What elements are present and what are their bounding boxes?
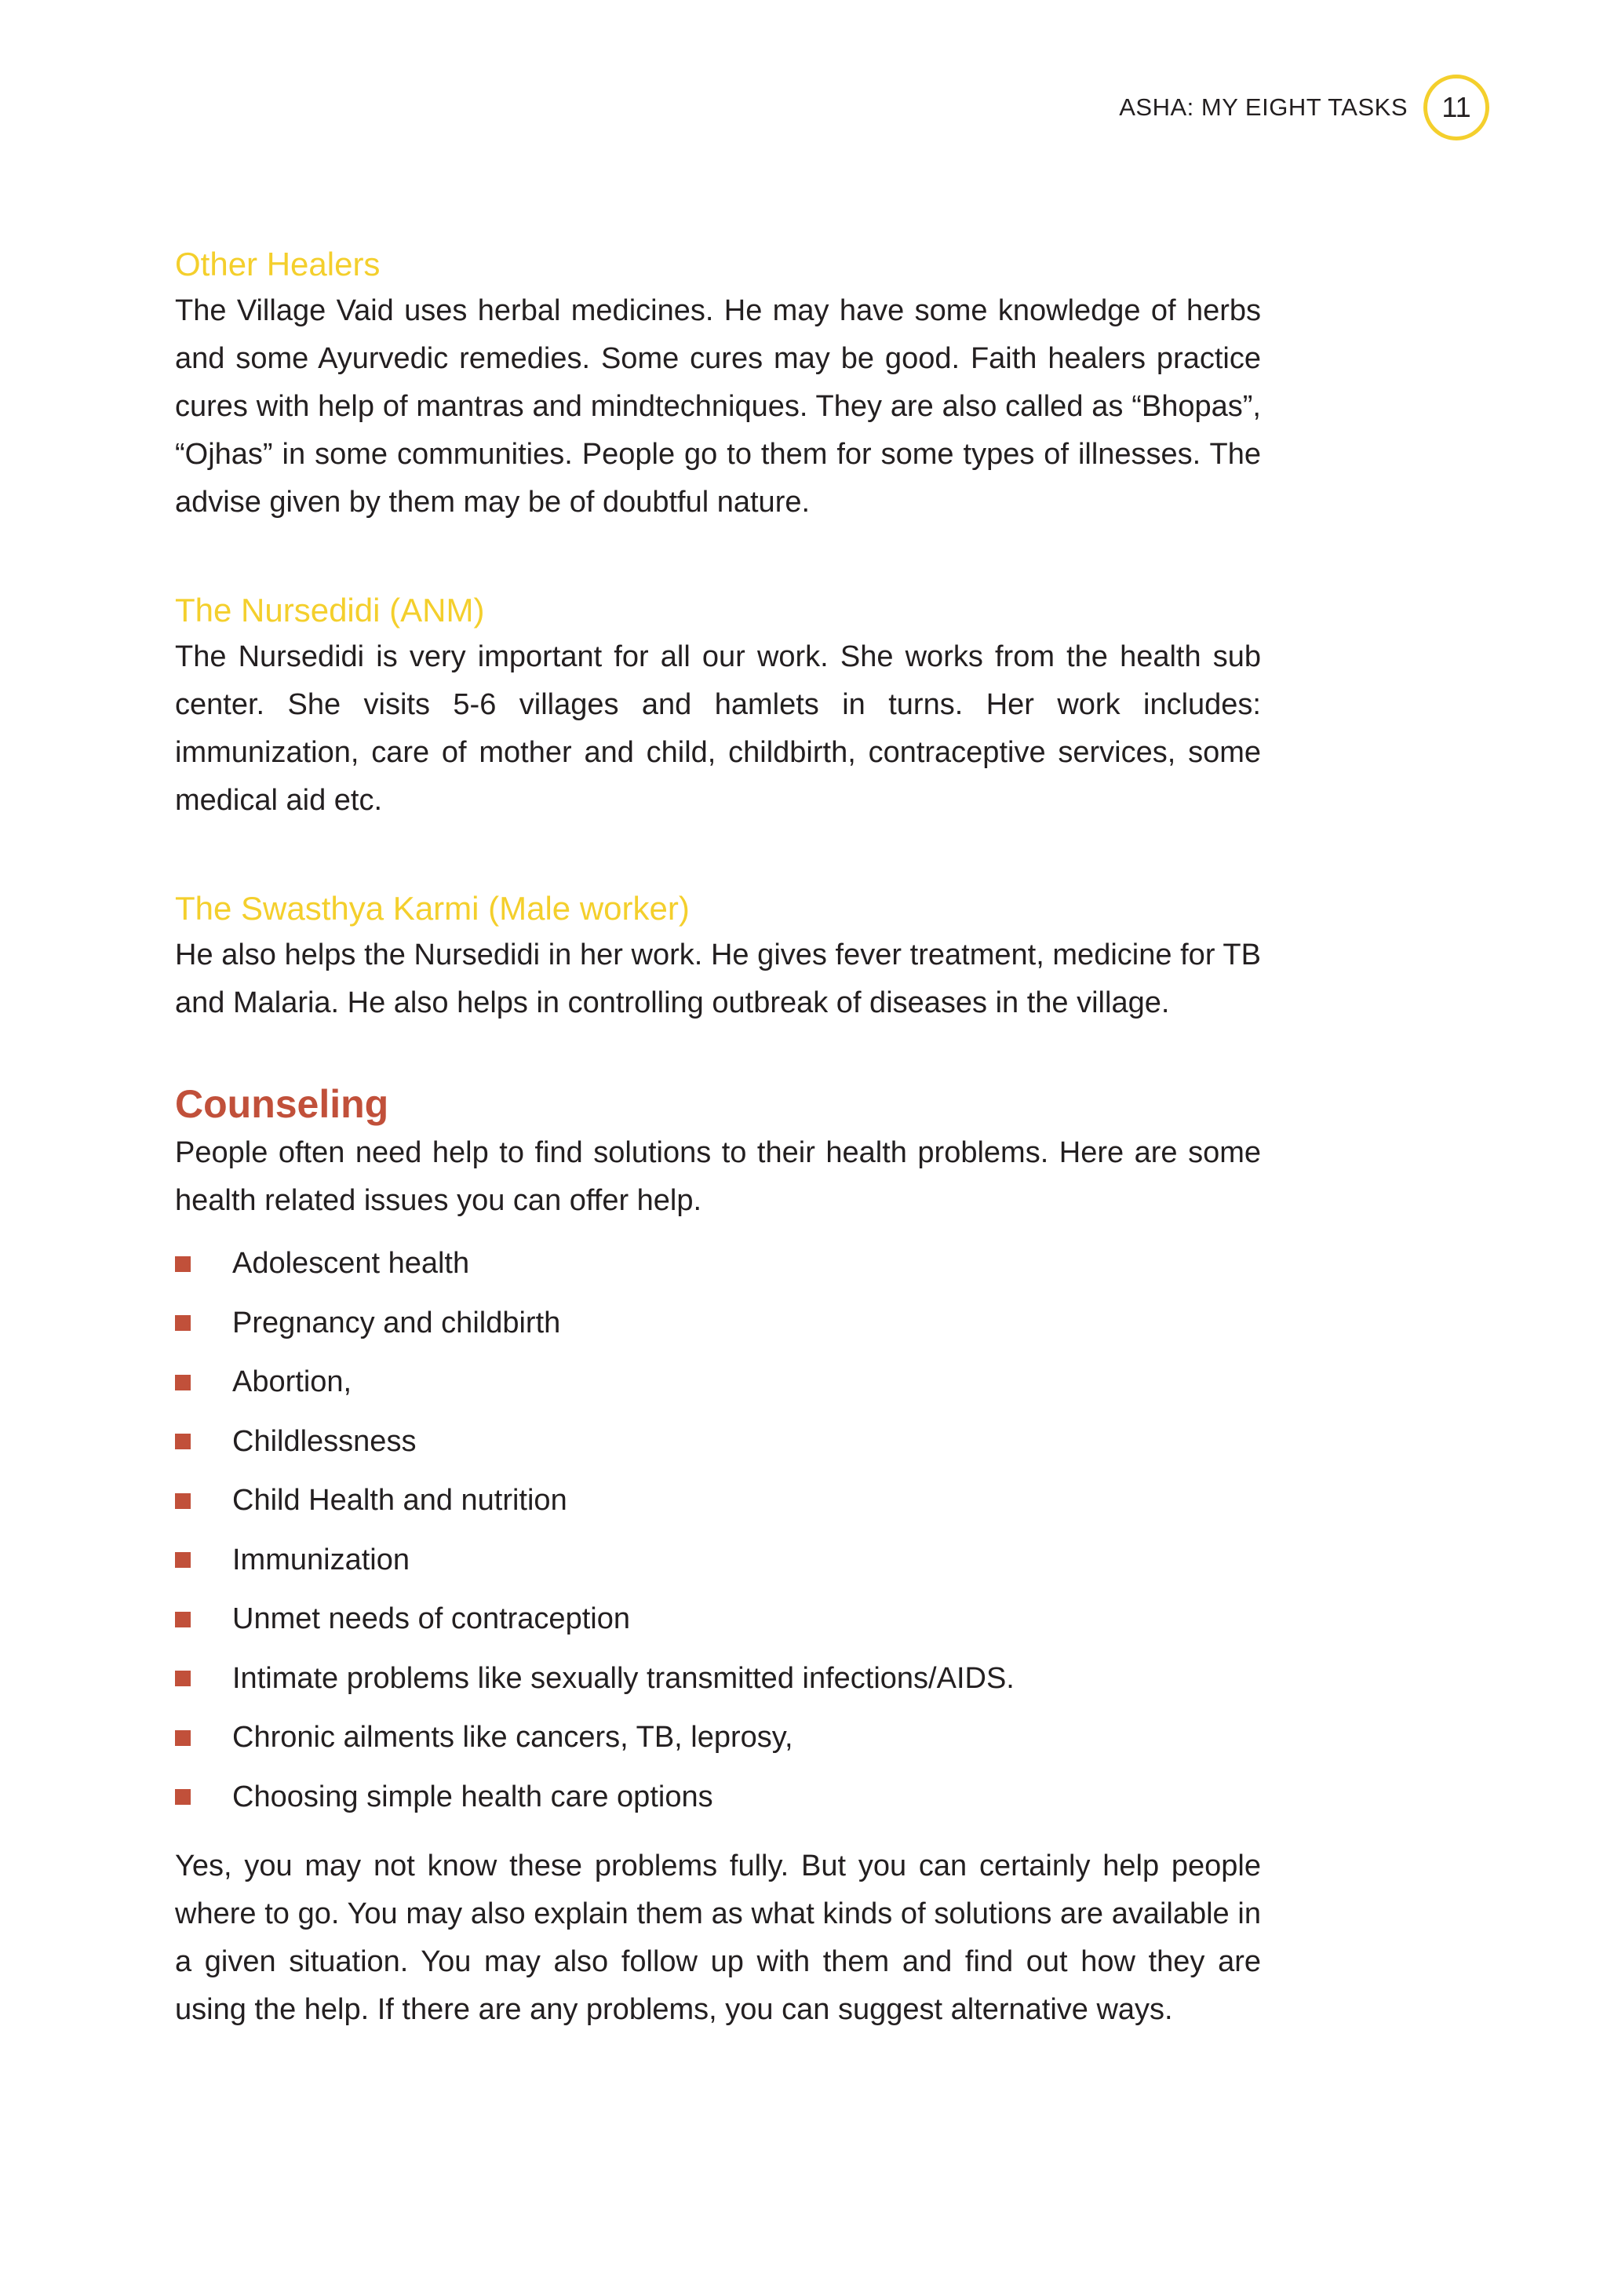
list-item-text: Choosing simple health care options	[232, 1780, 713, 1813]
square-bullet-icon	[175, 1434, 191, 1449]
list-item	[175, 1531, 1261, 1591]
paragraph-nursedidi: The Nursedidi is very important for all our work. She works from the health sub center. She visits 5-6 villages and hamlets in turns. Her work includes: immunization, care of mother and child, childbirth, contraceptive services, some medical aid etc.	[175, 640, 1261, 817]
running-title: ASHA: MY EIGHT TASKS	[1119, 93, 1408, 121]
square-bullet-icon	[175, 1671, 191, 1686]
heading-nursedidi: The Nursedidi (ANM)	[175, 592, 485, 629]
list-item	[175, 1234, 1261, 1294]
list-item	[175, 1590, 1261, 1649]
list-item	[175, 1768, 1261, 1828]
page-number-badge: 11	[1423, 75, 1489, 140]
page-header	[1119, 75, 1489, 140]
list-item-text: Childlessness	[232, 1424, 417, 1458]
list-item-text: Immunization	[232, 1543, 410, 1576]
list-item-text: Intimate problems like sexually transmitted infections/AIDS.	[232, 1661, 1015, 1695]
paragraph-counseling-closing: Yes, you may not know these problems fully. But you can certainly help people where to go. You may also explain them as what kinds of solutions are available in a given situation. You may also follow up with them and find out how they are using the help. If there are any problems, you can suggest alternative ways.	[175, 1850, 1261, 2026]
square-bullet-icon	[175, 1256, 191, 1272]
list-item	[175, 1294, 1261, 1354]
list-item-text: Pregnancy and childbirth	[232, 1306, 561, 1339]
square-bullet-icon	[175, 1493, 191, 1509]
paragraph-swasthya-karmi: He also helps the Nursedidi in her work. He gives fever treatment, medicine for TB and Malaria. He also helps in controlling outbreak of diseases in the village.	[175, 938, 1261, 1019]
list-item-text: Child Health and nutrition	[232, 1484, 567, 1518]
square-bullet-icon	[175, 1375, 191, 1390]
list-item-text: Adolescent health	[232, 1247, 470, 1281]
square-bullet-icon	[175, 1552, 191, 1568]
square-bullet-icon	[175, 1789, 191, 1805]
heading-other-healers: Other Healers	[175, 246, 381, 282]
paragraph-other-healers: The Village Vaid uses herbal medicines. He may have some knowledge of herbs and some Ayurvedic remedies. Some cures may be good. Faith healers practice cures with help of mantras and mindtechniques. They are also called as “Bhopas”, “Ojhas” in some communities. People go to them for some types of illnesses. The advise given by them may be of doubtful nature.	[175, 294, 1261, 519]
paragraph-counseling-intro: People often need help to find solutions to their health problems. Here are some health related issues you can offer help.	[175, 1136, 1261, 1217]
list-item-text: Abortion,	[232, 1365, 352, 1399]
list-item	[175, 1471, 1261, 1531]
section-title-counseling: Counseling	[175, 1082, 389, 1126]
list-item	[175, 1649, 1261, 1709]
list-item	[175, 1412, 1261, 1472]
list-item-text: Unmet needs of contraception	[232, 1602, 630, 1636]
list-item	[175, 1708, 1261, 1768]
counseling-issue-list	[175, 1234, 1261, 1827]
page-content	[175, 242, 1261, 2034]
square-bullet-icon	[175, 1730, 191, 1746]
square-bullet-icon	[175, 1315, 191, 1331]
list-item-text: Chronic ailments like cancers, TB, leprosy,	[232, 1721, 793, 1755]
heading-swasthya-karmi: The Swasthya Karmi (Male worker)	[175, 890, 690, 927]
square-bullet-icon	[175, 1612, 191, 1627]
list-item	[175, 1353, 1261, 1412]
